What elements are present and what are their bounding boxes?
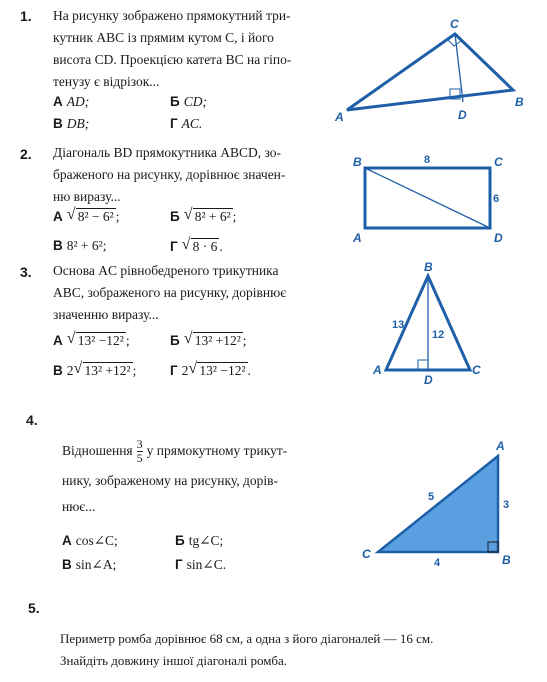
label-b: B bbox=[502, 553, 511, 567]
label-a: A bbox=[335, 110, 344, 124]
q1-line: висота CD. Проекцією катета BC на гіпо- bbox=[53, 52, 292, 67]
q4-figure bbox=[352, 430, 532, 575]
label-side-8: 8 bbox=[424, 154, 431, 166]
q4-line: нює... bbox=[62, 499, 96, 514]
q5-line: Знайдіть довжину іншої діагоналі ромба. bbox=[60, 653, 288, 668]
q2-line: ню виразу... bbox=[53, 189, 121, 204]
q5-number: 5. bbox=[28, 600, 40, 616]
triangle-abc bbox=[347, 34, 513, 110]
label-side-3: 3 bbox=[503, 499, 510, 511]
label-hyp-5: 5 bbox=[428, 491, 435, 503]
label-side-13: 13 bbox=[392, 319, 405, 331]
q3-option-a[interactable]: А √ 13² −12² ; bbox=[53, 330, 130, 348]
q2-option-c[interactable]: В 8² + 6²; bbox=[53, 238, 107, 253]
q5-line: Периметр ромба дорівнює 68 см, а одна з його діагоналей — 16 см. bbox=[60, 631, 434, 646]
label-a: A bbox=[353, 231, 362, 245]
q4-line-1: Відношення $\frac{3}{5}$ у прямокутному трикут- bbox=[62, 437, 288, 466]
q1-option-b[interactable]: Б CD; bbox=[170, 94, 207, 109]
q3-number: 3. bbox=[20, 264, 32, 280]
q1-line: На рисунку зображено прямокутний три- bbox=[53, 8, 291, 23]
q1-line: тенузу є відрізок... bbox=[53, 74, 160, 89]
q4-line: нику, зображеному на рисунку, дорів- bbox=[62, 473, 278, 488]
label-d: D bbox=[424, 373, 433, 387]
q3-text bbox=[53, 260, 333, 326]
q1-figure bbox=[330, 12, 530, 132]
q2-line: браженого на рисунку, дорівнює значен- bbox=[53, 167, 286, 182]
q4-option-d[interactable]: Г sin∠C. bbox=[175, 557, 227, 572]
label-c: C bbox=[494, 155, 503, 169]
q4-number: 4. bbox=[26, 412, 38, 428]
label-b: B bbox=[515, 95, 524, 109]
q3-option-b[interactable]: Б √ 13² +12² ; bbox=[170, 330, 247, 348]
label-height-12: 12 bbox=[432, 329, 445, 341]
q3-line: ABC, зображеного на рисунку, дорівнює bbox=[53, 285, 287, 300]
q4-text bbox=[62, 436, 342, 518]
label-b: B bbox=[353, 155, 362, 169]
q1-option-c[interactable]: В DB; bbox=[53, 116, 90, 131]
q2-number: 2. bbox=[20, 146, 32, 162]
q1-option-a[interactable]: А AD; bbox=[53, 94, 90, 109]
label-c: C bbox=[362, 547, 371, 561]
label-c: C bbox=[450, 17, 459, 31]
q2-option-b[interactable]: Б √ 8² + 6² ; bbox=[170, 206, 237, 224]
diagonal-bd bbox=[365, 168, 490, 228]
q5-text bbox=[60, 628, 540, 672]
fraction-3-5: $\frac{3}{5}$ bbox=[136, 437, 143, 466]
q3-line: значенню виразу... bbox=[53, 307, 159, 322]
label-a: A bbox=[373, 363, 382, 377]
q1-line: кутник ABC із прямим кутом C, і його bbox=[53, 30, 274, 45]
q2-line: Діагональ BD прямокутника ABCD, зо- bbox=[53, 145, 282, 160]
q2-text bbox=[53, 142, 338, 208]
q2-option-d[interactable]: Г √ 8 · 6 . bbox=[170, 236, 223, 254]
q3-line: Основа AC рівнобедреного трикутника bbox=[53, 263, 279, 278]
q2-figure bbox=[345, 148, 515, 248]
label-a: A bbox=[496, 439, 505, 453]
q3-option-c[interactable]: В 2 √ 13² +12² ; bbox=[53, 360, 137, 378]
q3-figure bbox=[370, 258, 490, 388]
triangle-abc bbox=[378, 456, 498, 552]
label-side-6: 6 bbox=[493, 193, 500, 205]
q4-option-c[interactable]: В sin∠A; bbox=[62, 557, 117, 572]
q1-number: 1. bbox=[20, 8, 32, 24]
q4-option-b[interactable]: Б tg∠C; bbox=[175, 533, 224, 548]
q2-option-a[interactable]: А √ 8² − 6² ; bbox=[53, 206, 120, 224]
label-b: B bbox=[424, 260, 433, 274]
right-angle-c bbox=[448, 40, 461, 46]
q3-option-d[interactable]: Г 2 √ 13² −12² . bbox=[170, 360, 251, 378]
q1-text bbox=[53, 5, 338, 93]
label-base-4: 4 bbox=[434, 557, 441, 569]
label-d: D bbox=[458, 108, 467, 122]
label-c: C bbox=[472, 363, 481, 377]
q1-option-d[interactable]: Г AC. bbox=[170, 116, 203, 131]
label-d: D bbox=[494, 231, 503, 245]
q4-option-a[interactable]: А cos∠C; bbox=[62, 533, 118, 548]
